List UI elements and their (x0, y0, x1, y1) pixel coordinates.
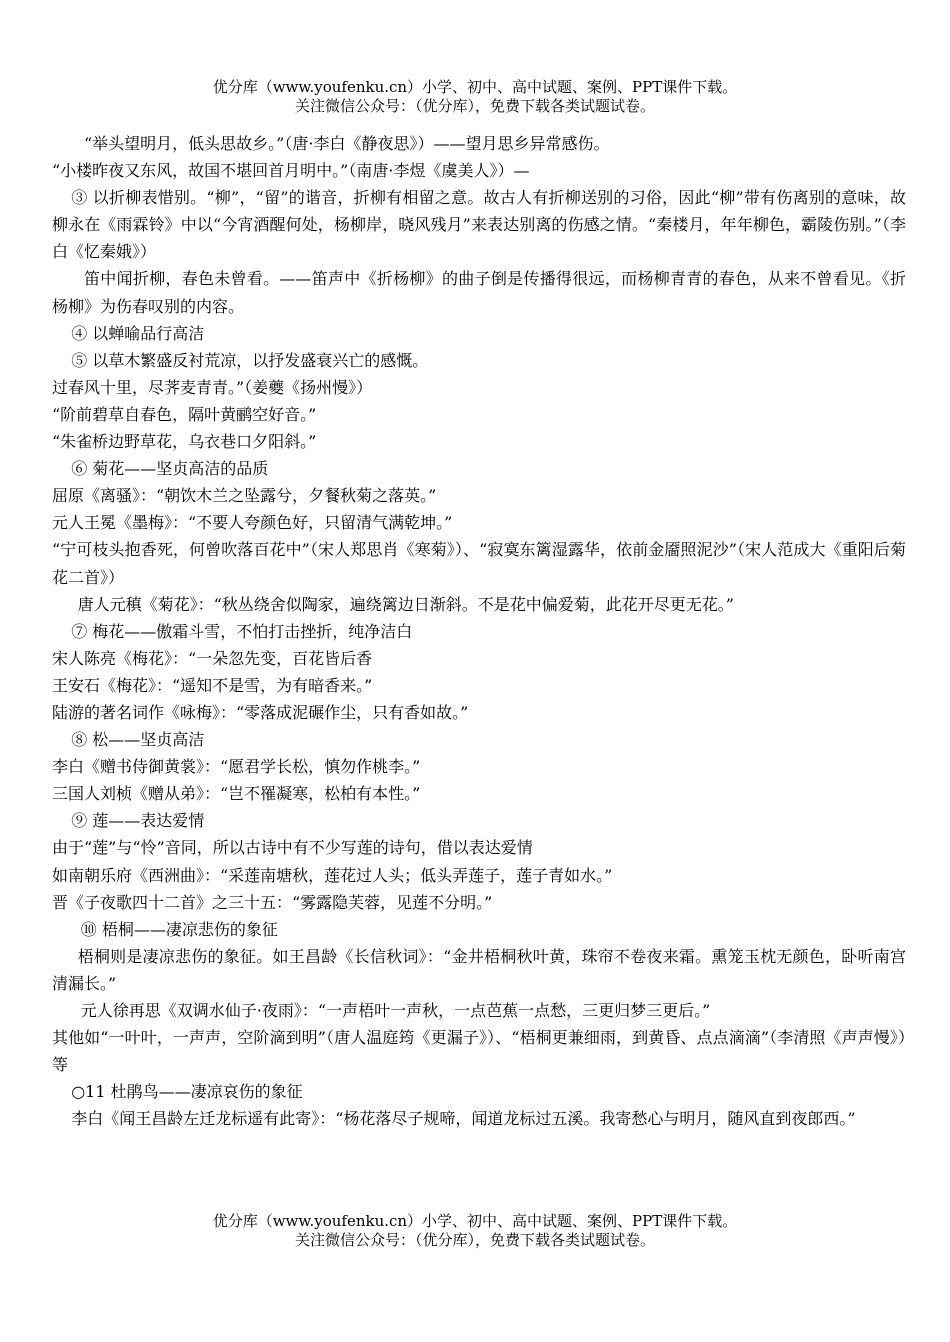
paragraph: “举头望明月，低头思故乡。”（唐·李白《静夜思》）——望月思乡异常感伤。 (84, 134, 610, 153)
paragraph: 元人王冕《墨梅》：“不要人夸颜色好，只留清气满乾坤。” (52, 513, 453, 533)
section-cuckoo: ○11 杜鹃鸟——凄凉哀伤的象征 (71, 1082, 303, 1102)
paragraph: 陆游的著名词作《咏梅》：“零落成泥碾作尘，只有香如故。” (52, 702, 469, 722)
paragraph: “宁可枝头抱香死，何曾吹落百花中”（宋人郑思肖《寒菊》）、“寂寞东篱湿露华，依前金靥照泥沙”（宋人范成大《重阳后菊花二首》） (52, 540, 906, 587)
paragraph: 屈原《离骚》：“朝饮木兰之坠露兮，夕餐秋菊之落英。” (52, 486, 437, 506)
section-cicada: ④ 以蝉喻品行高洁 (71, 323, 205, 343)
paragraph: 笛中闻折柳，春色未曾看。——笛声中《折杨柳》的曲子倒是传播得很远，而杨柳青青的春色，从来不曾看见。《折杨柳》为伤春叹别的内容。 (52, 269, 906, 316)
section-willow: ③ 以折柳表惜别。“柳”，“留”的谐音，折柳有相留之意。故古人有折柳送别的习俗，因此“柳”带有伤离别的意味，故柳永在《雨霖铃》中以“今宵酒醒何处，杨柳岸，晓风残月”来表达别离的伤感之情。“秦楼月，年年柳色，霸陵伤别。”（李白《忆秦娥》） (52, 188, 906, 262)
paragraph: “朱雀桥边野草花，乌衣巷口夕阳斜。” (52, 432, 317, 452)
header-line-1: 优分库（www.youfenku.cn）小学、初中、高中试题、案例、PPT课件下载。 (212, 78, 738, 96)
section-lotus: ⑨ 莲——表达爱情 (71, 811, 205, 831)
page-footer (0, 1212, 950, 1250)
paragraph: 唐人元稹《菊花》：“秋丛绕舍似陶家，遍绕篱边日渐斜。不是花中偏爱菊，此花开尽更无花。” (77, 594, 734, 614)
document-body (52, 130, 906, 1132)
paragraph: 梧桐则是凄凉悲伤的象征。如王昌龄《长信秋词》：“金井梧桐秋叶黄，珠帘不卷夜来霜。熏笼玉枕无颜色，卧听南宫清漏长。” (52, 946, 906, 993)
section-pine: ⑧ 松——坚贞高洁 (71, 730, 205, 750)
section-grass: ⑤ 以草木繁盛反衬荒凉，以抒发盛衰兴亡的感慨。 (71, 350, 429, 370)
paragraph: 李白《闻王昌龄左迁龙标遥有此寄》：“杨花落尽子规啼，闻道龙标过五溪。我寄愁心与明月，随风直到夜郎西。” (71, 1109, 856, 1129)
section-wutong: ⑩ 梧桐——凄凉悲伤的象征 (80, 919, 278, 939)
paragraph: 如南朝乐府《西洲曲》：“采莲南塘秋，莲花过人头；低头弄莲子，莲子青如水。” (52, 865, 613, 885)
section-chrysanthemum: ⑥ 菊花——坚贞高洁的品质 (71, 459, 269, 479)
paragraph: 元人徐再思《双调水仙子·夜雨》：“一声梧叶一声秋，一点芭蕉一点愁，三更归梦三更后。” (80, 1001, 711, 1020)
paragraph: 其他如“一叶叶，一声声，空阶滴到明”（唐人温庭筠《更漏子》）、“梧桐更兼细雨，到黄昏、点点滴滴”（李清照《声声慢》）等 (52, 1028, 906, 1075)
paragraph: 王安石《梅花》：“遥知不是雪，为有暗香来。” (52, 675, 373, 695)
paragraph: 由于“莲”与“怜”音同，所以古诗中有不少写莲的诗句，借以表达爱情 (52, 838, 533, 858)
paragraph: 李白《赠书侍御黄裳》：“愿君学长松，慎勿作桃李。” (52, 757, 421, 777)
header-line-2: 关注微信公众号：（优分库），免费下载各类试题试卷。 (294, 97, 655, 115)
paragraph: 过春风十里，尽荠麦青青。”（姜夔《扬州慢》） (52, 377, 373, 397)
footer-line-1: 优分库（www.youfenku.cn）小学、初中、高中试题、案例、PPT课件下载。 (212, 1212, 738, 1230)
paragraph: 三国人刘桢《赠从弟》：“岂不罹凝寒，松柏有本性。” (52, 784, 421, 804)
paragraph: 宋人陈亮《梅花》：“一朵忽先变，百花皆后香 (52, 648, 373, 668)
paragraph: “阶前碧草自春色，隔叶黄鹂空好音。” (52, 404, 317, 424)
section-plum: ⑦ 梅花——傲霜斗雪，不怕打击挫折，纯净洁白 (71, 621, 413, 641)
paragraph: 晋《子夜歌四十二首》之三十五：“雾露隐芙蓉，见莲不分明。” (52, 892, 493, 912)
page-header (0, 78, 950, 116)
paragraph: “小楼昨夜又东风，故国不堪回首月明中。”（南唐·李煜《虞美人》）— (52, 161, 530, 181)
footer-line-2: 关注微信公众号：（优分库），免费下载各类试题试卷。 (294, 1231, 655, 1249)
